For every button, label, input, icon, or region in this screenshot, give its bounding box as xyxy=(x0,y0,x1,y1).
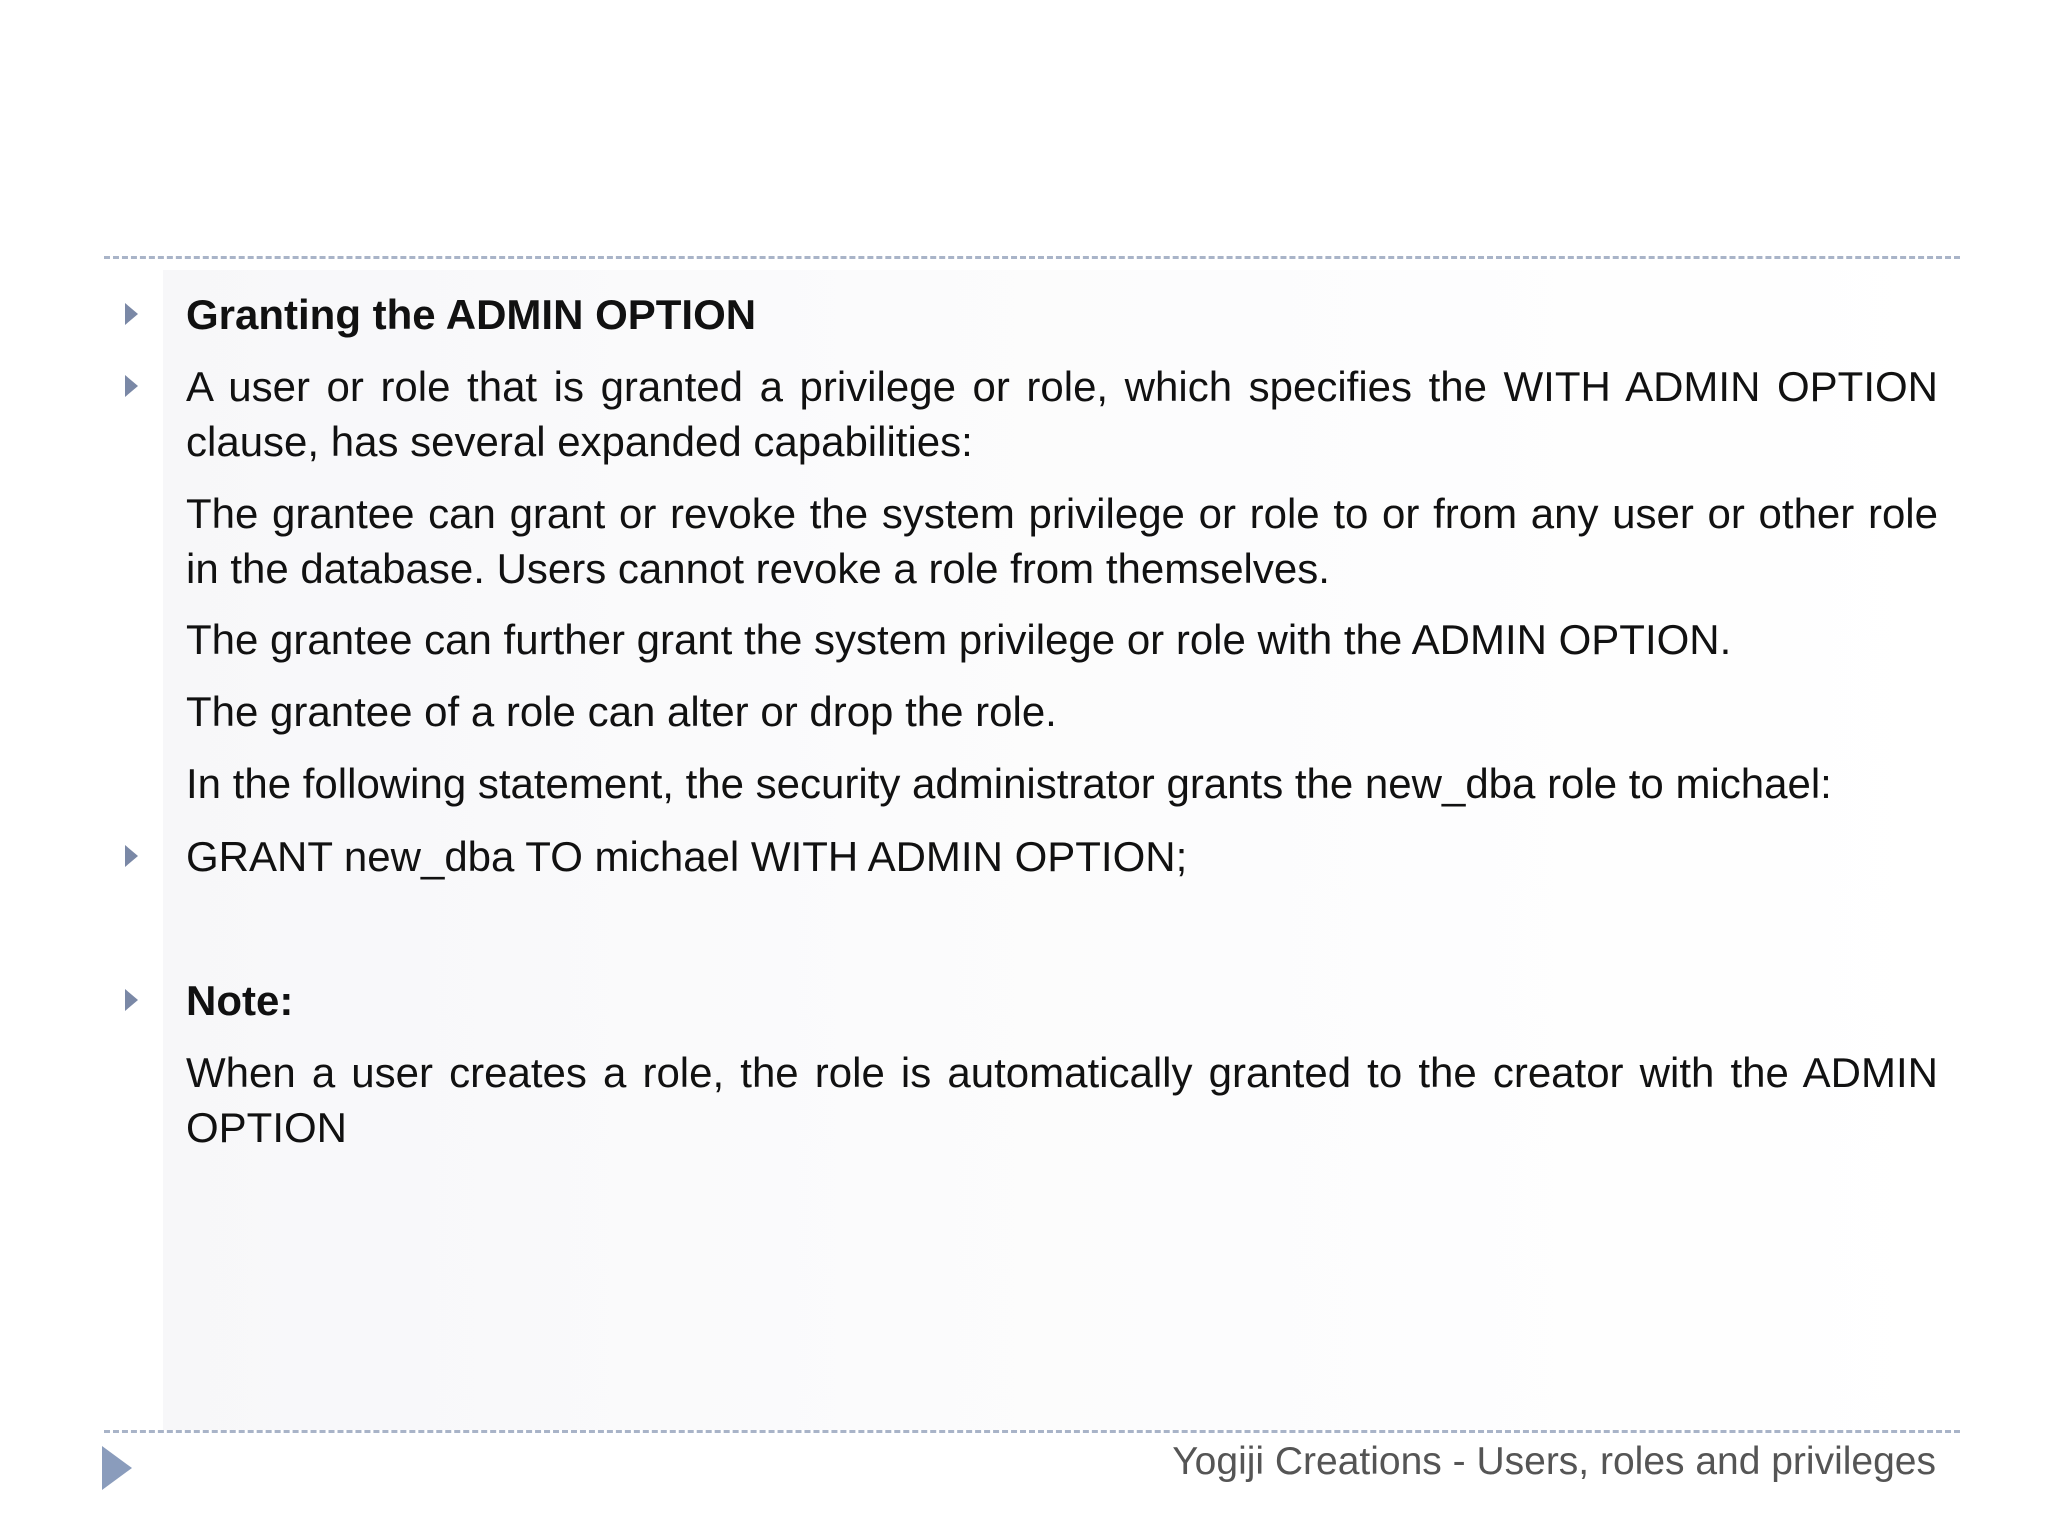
paragraph-text: The grantee of a role can alter or drop the role. xyxy=(186,688,1057,735)
sub-paragraph xyxy=(186,612,1938,667)
sub-paragraph xyxy=(186,1045,1938,1155)
slide-heading xyxy=(186,287,1938,342)
paragraph-text: In the following statement, the security administrator grants the new_dba role to michael: xyxy=(186,760,1832,807)
footer-triangle-icon xyxy=(102,1446,132,1490)
triangle-bullet-icon xyxy=(125,989,138,1011)
triangle-bullet-icon xyxy=(125,845,138,867)
note-label: Note: xyxy=(186,977,294,1024)
sub-paragraph xyxy=(186,684,1938,739)
bullet-text: A user or role that is granted a privilege or role, which specifies the WITH ADMIN OPTION clause, has several expanded capabilities: xyxy=(186,363,1938,465)
triangle-bullet-icon xyxy=(125,303,138,325)
paragraph-text: The grantee can further grant the system privilege or role with the ADMIN OPTION. xyxy=(186,616,1732,663)
sub-paragraph xyxy=(186,486,1938,596)
heading-text: Granting the ADMIN OPTION xyxy=(186,291,757,338)
note-text: When a user creates a role, the role is automatically granted to the creator with the ADMIN OPTION xyxy=(186,1049,1938,1151)
bullet-item xyxy=(186,829,1938,884)
top-dashed-divider xyxy=(104,256,1960,259)
bullet-item xyxy=(186,973,1938,1028)
sub-paragraph xyxy=(186,756,1938,811)
bottom-dashed-divider xyxy=(104,1430,1960,1433)
bullet-item xyxy=(186,359,1938,469)
paragraph-text: The grantee can grant or revoke the system privilege or role to or from any user or other role in the database. Users cannot revoke a role from themselves. xyxy=(186,490,1938,592)
sql-statement-text: GRANT new_dba TO michael WITH ADMIN OPTION; xyxy=(186,833,1188,880)
triangle-bullet-icon xyxy=(125,375,138,397)
footer-text: Yogiji Creations - Users, roles and privileges xyxy=(1172,1440,1936,1483)
